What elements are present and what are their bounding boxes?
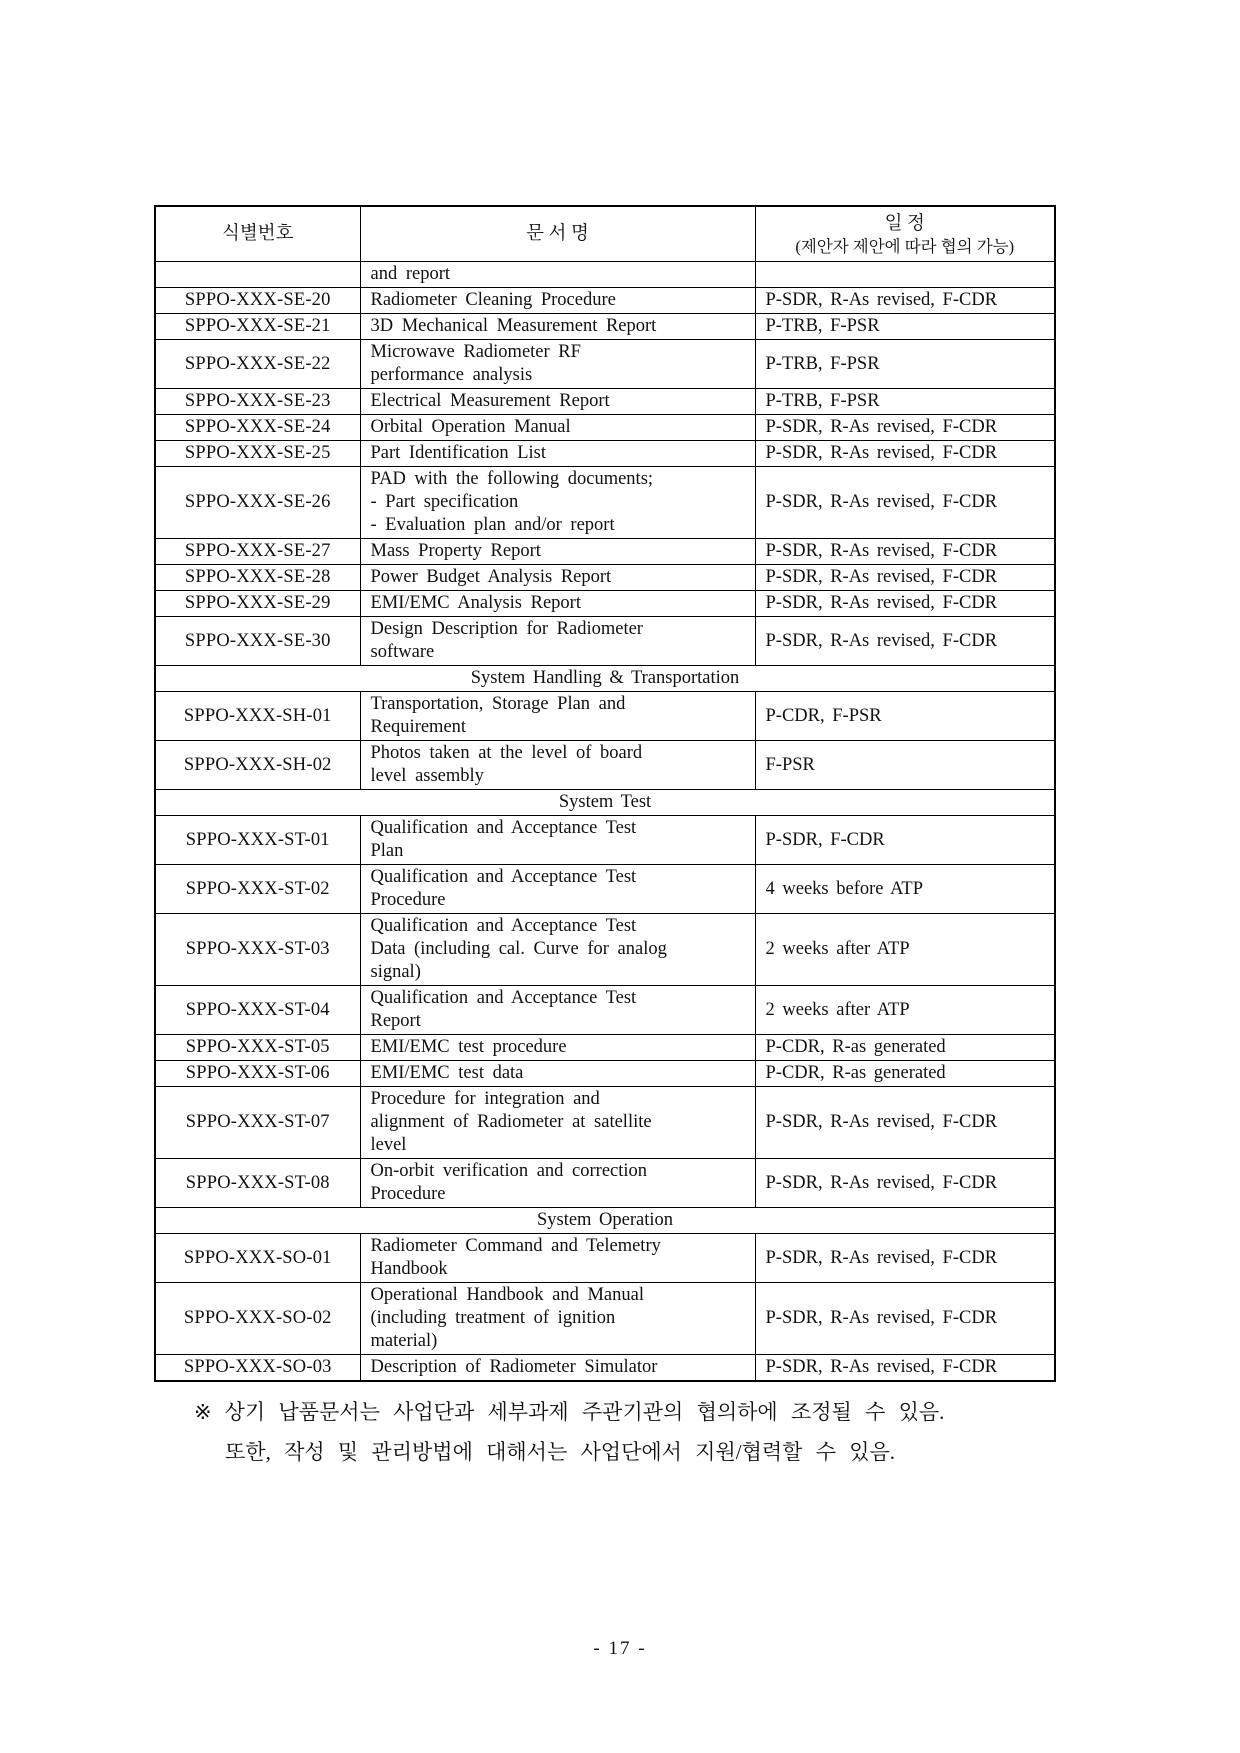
document-id-cell: SPPO-XXX-SO-01 [155,1234,360,1283]
document-name-line: Radiometer Cleaning Procedure [370,290,616,310]
document-name-cell [360,1061,755,1087]
section-row [155,1208,1055,1234]
table-row [155,262,1055,288]
table-row [155,1159,1055,1208]
document-name-cell [360,1283,755,1355]
document-name-line: - Part specification [370,492,519,512]
document-id-cell: SPPO-XXX-ST-01 [155,816,360,865]
document-id-cell: SPPO-XXX-SE-21 [155,314,360,340]
schedule-header-title: 일 정 [884,213,925,234]
schedule-cell: P-SDR, R-As revised, F-CDR [755,617,1055,666]
document-name-line: On-orbit verification and correction [370,1161,648,1181]
schedule-cell: 2 weeks after ATP [755,986,1055,1035]
table-row [155,539,1055,565]
table-row [155,816,1055,865]
schedule-cell: P-SDR, R-As revised, F-CDR [755,591,1055,617]
document-id-cell: SPPO-XXX-ST-03 [155,914,360,986]
section-row [155,666,1055,692]
document-id-cell: SPPO-XXX-SE-26 [155,467,360,539]
schedule-cell: P-TRB, F-PSR [755,389,1055,415]
document-name-cell [360,467,755,539]
document-name-line: Data (including cal. Curve for analog [370,939,667,959]
deliverables-table [154,205,1056,1382]
schedule-cell: P-CDR, F-PSR [755,692,1055,741]
document-name-cell [360,1355,755,1382]
schedule-cell: P-SDR, R-As revised, F-CDR [755,1087,1055,1159]
document-name-line: Plan [370,841,404,861]
document-name-line: Qualification and Acceptance Test [370,988,637,1008]
document-name-line: Photos taken at the level of board [370,743,643,763]
document-name-line: Procedure [370,1184,446,1204]
schedule-cell: P-SDR, R-As revised, F-CDR [755,1355,1055,1382]
document-id-cell: SPPO-XXX-ST-02 [155,865,360,914]
schedule-cell: P-CDR, R-as generated [755,1035,1055,1061]
document-name-line: material) [370,1331,438,1351]
document-name-line: Procedure [370,890,446,910]
document-name-line: Qualification and Acceptance Test [370,916,637,936]
document-name-line: Procedure for integration and [370,1089,600,1109]
document-name-cell [360,692,755,741]
document-name-line: Qualification and Acceptance Test [370,867,637,887]
document-name-cell [360,314,755,340]
column-header-id: 식별번호 [155,206,360,262]
table-row [155,1061,1055,1087]
document-name-line: PAD with the following documents; [370,469,654,489]
document-name-line: performance analysis [370,365,533,385]
document-name-cell [360,340,755,389]
document-name-cell [360,741,755,790]
footnote-line-2 [225,1432,944,1472]
document-name-line: Microwave Radiometer RF [370,342,581,362]
schedule-cell: F-PSR [755,741,1055,790]
document-name-line: level assembly [370,766,484,786]
document-name-line: EMI/EMC test data [370,1063,524,1083]
document-name-cell [360,441,755,467]
document-name-line: EMI/EMC Analysis Report [370,593,581,613]
document-id-cell: SPPO-XXX-SE-23 [155,389,360,415]
document-name-cell [360,1234,755,1283]
document-name-cell [360,591,755,617]
schedule-cell: P-CDR, R-as generated [755,1061,1055,1087]
document-name-line: Electrical Measurement Report [370,391,610,411]
document-name-line: Handbook [370,1259,448,1279]
document-name-line: Power Budget Analysis Report [370,567,612,587]
document-name-cell [360,389,755,415]
document-name-line: Part Identification List [370,443,546,463]
table-row [155,914,1055,986]
document-name-line: Description of Radiometer Simulator [370,1357,658,1377]
table-row [155,865,1055,914]
table-row [155,617,1055,666]
schedule-cell: P-SDR, R-As revised, F-CDR [755,467,1055,539]
table-row [155,1035,1055,1061]
document-id-cell: SPPO-XXX-SH-01 [155,692,360,741]
document-name-cell [360,816,755,865]
document-id-cell: SPPO-XXX-ST-08 [155,1159,360,1208]
document-id-cell: SPPO-XXX-ST-07 [155,1087,360,1159]
document-name-line: Transportation, Storage Plan and [370,694,626,714]
schedule-cell: P-SDR, R-As revised, F-CDR [755,1283,1055,1355]
document-name-line: Qualification and Acceptance Test [370,818,637,838]
table-row [155,415,1055,441]
schedule-cell: P-TRB, F-PSR [755,340,1055,389]
footnote-text-2: 또한, 작성 및 관리방법에 대해서는 사업단에서 지원/협력할 수 있음. [225,1440,896,1464]
table-header-row [155,206,1055,262]
document-name-cell [360,288,755,314]
section-title: System Handling & Transportation [155,666,1055,692]
table-row [155,389,1055,415]
document-id-cell: SPPO-XXX-SE-28 [155,565,360,591]
table-row [155,1355,1055,1382]
document-name-line: Radiometer Command and Telemetry [370,1236,661,1256]
document-id-cell: SPPO-XXX-SE-24 [155,415,360,441]
footnote-text-1: 상기 납품문서는 사업단과 세부과제 주관기관의 협의하에 조정될 수 있음. [224,1400,945,1424]
document-name-line: software [370,642,435,662]
schedule-cell: P-TRB, F-PSR [755,314,1055,340]
document-name-cell [360,539,755,565]
section-title: System Operation [155,1208,1055,1234]
document-name-line: Report [370,1011,421,1031]
section-row [155,790,1055,816]
table-row [155,591,1055,617]
document-name-line: (including treatment of ignition [370,1308,616,1328]
schedule-cell: 4 weeks before ATP [755,865,1055,914]
schedule-cell: P-SDR, R-As revised, F-CDR [755,565,1055,591]
document-name-cell [360,914,755,986]
schedule-header-note: (제안자 제안에 따라 협의 가능) [795,236,1015,256]
reference-mark-icon: ※ [194,1400,212,1424]
table-row [155,467,1055,539]
document-name-line: and report [370,264,451,284]
table-row [155,565,1055,591]
document-name-line: - Evaluation plan and/or report [370,515,615,535]
document-id-cell: SPPO-XXX-ST-06 [155,1061,360,1087]
table-row [155,314,1055,340]
schedule-cell: P-SDR, R-As revised, F-CDR [755,415,1055,441]
document-name-line: EMI/EMC test procedure [370,1037,567,1057]
schedule-cell: P-SDR, F-CDR [755,816,1055,865]
document-name-line: level [370,1135,407,1155]
schedule-cell: 2 weeks after ATP [755,914,1055,986]
document-id-cell: SPPO-XXX-SE-27 [155,539,360,565]
document-name-line: alignment of Radiometer at satellite [370,1112,652,1132]
document-name-line: Mass Property Report [370,541,541,561]
table-row [155,441,1055,467]
document-name-cell [360,1035,755,1061]
table-row [155,288,1055,314]
table-row [155,986,1055,1035]
table-row [155,1234,1055,1283]
table-row [155,1087,1055,1159]
document-id-cell: SPPO-XXX-SO-02 [155,1283,360,1355]
document-id-cell: SPPO-XXX-SO-03 [155,1355,360,1382]
footnote-line-1 [194,1392,944,1432]
column-header-document-name: 문 서 명 [360,206,755,262]
document-name-line: 3D Mechanical Measurement Report [370,316,657,336]
document-name-cell [360,415,755,441]
schedule-cell [755,262,1055,288]
document-name-cell [360,1087,755,1159]
document-name-line: Operational Handbook and Manual [370,1285,644,1305]
table-row [155,340,1055,389]
document-name-line: Orbital Operation Manual [370,417,571,437]
document-id-cell: SPPO-XXX-SE-22 [155,340,360,389]
column-header-schedule [755,206,1055,262]
table-row [155,692,1055,741]
schedule-cell: P-SDR, R-As revised, F-CDR [755,288,1055,314]
document-name-line: Requirement [370,717,467,737]
footnote [194,1392,944,1472]
document-name-cell [360,1159,755,1208]
schedule-cell: P-SDR, R-As revised, F-CDR [755,441,1055,467]
section-title: System Test [155,790,1055,816]
document-name-cell [360,986,755,1035]
document-id-cell: SPPO-XXX-ST-04 [155,986,360,1035]
schedule-cell: P-SDR, R-As revised, F-CDR [755,1234,1055,1283]
table-row [155,1283,1055,1355]
table-row [155,741,1055,790]
document-id-cell: SPPO-XXX-SE-25 [155,441,360,467]
document-id-cell: SPPO-XXX-SE-29 [155,591,360,617]
document-id-cell: SPPO-XXX-SE-30 [155,617,360,666]
schedule-cell: P-SDR, R-As revised, F-CDR [755,1159,1055,1208]
document-name-cell [360,865,755,914]
document-id-cell [155,262,360,288]
document-name-line: Design Description for Radiometer [370,619,643,639]
table-body [155,262,1055,1382]
document-name-cell [360,617,755,666]
document-name-line: signal) [370,962,421,982]
document-id-cell: SPPO-XXX-SH-02 [155,741,360,790]
page-number: - 17 - [593,1638,647,1659]
schedule-cell: P-SDR, R-As revised, F-CDR [755,539,1055,565]
document-id-cell: SPPO-XXX-ST-05 [155,1035,360,1061]
document-id-cell: SPPO-XXX-SE-20 [155,288,360,314]
document-name-cell [360,565,755,591]
document-name-cell [360,262,755,288]
